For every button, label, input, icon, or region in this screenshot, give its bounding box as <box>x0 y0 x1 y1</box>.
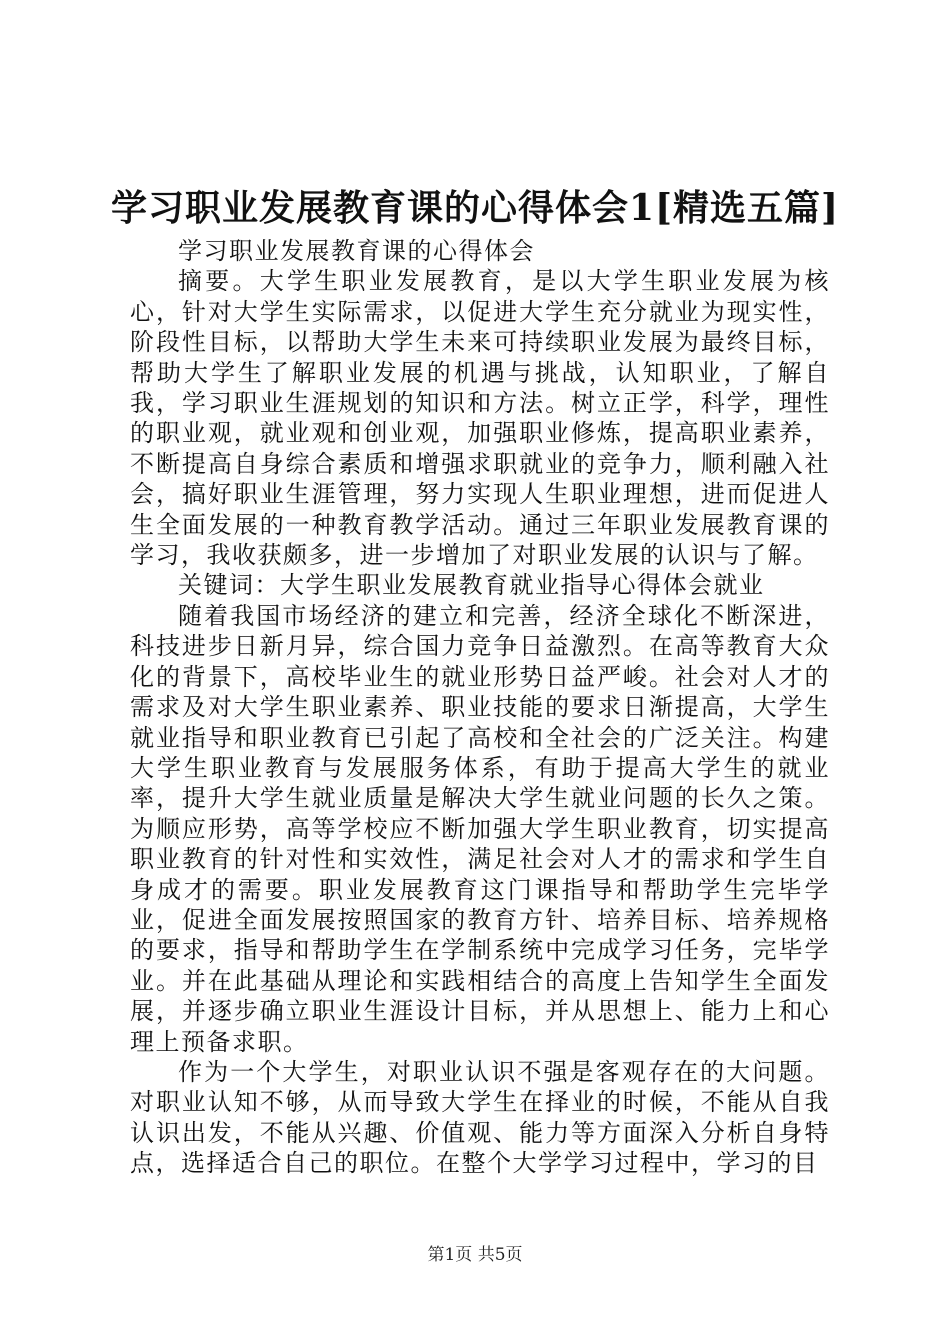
page-footer: 第1页 共5页 <box>427 1245 523 1265</box>
document-body <box>130 236 830 1179</box>
subtitle-paragraph: 学习职业发展教育课的心得体会 <box>178 237 535 265</box>
keywords-paragraph: 关键词：大学生职业发展教育就业指导心得体会就业 <box>178 571 765 600</box>
document-title: 学习职业发展教育课的心得体会1[精选五篇] <box>110 187 840 229</box>
body-paragraph: 作为一个大学生，对职业认识不强是客观存在的大问题。对职业认知不够，从而导致大学生在择业的时候，不能从自我认识出发，不能从兴趣、价值观、能力等方面深入分析自身特点，选择适合自己的职位。在整个大学学习过程中，学习的目 <box>130 1057 830 1178</box>
abstract-paragraph: 摘要。大学生职业发展教育，是以大学生职业发展为核心，针对大学生实际需求，以促进大学生充分就业为现实性，阶段性目标，以帮助大学生未来可持续职业发展为最终目标，帮助大学生了解职业发展的机遇与挑战，认知职业，了解自我，学习职业生涯规划的知识和方法。树立正学，科学，理性的职业观，就业观和创业观，加强职业修炼，提高职业素养，不断提高自身综合素质和增强求职就业的竞争力，顺利融入社会，搞好职业生涯管理，努力实现人生职业理想，进而促进人生全面发展的一种教育教学活动。通过三年职业发展教育课的学习，我收获颇多，进一步增加了对职业发展的认识与了解。 <box>130 267 830 570</box>
body-paragraph: 随着我国市场经济的建立和完善，经济全球化不断深进，科技进步日新月异，综合国力竞争日益激烈。在高等教育大众化的背景下，高校毕业生的就业形势日益严峻。社会对人才的需求及对大学生职业素养、职业技能的要求日渐提高，大学生就业指导和职业教育已引起了高校和全社会的广泛关注。构建大学生职业教育与发展服务体系，有助于提高大学生的就业率，提升大学生就业质量是解决大学生就业问题的长久之策。为顺应形势，高等学校应不断加强大学生职业教育，切实提高职业教育的针对性和实效性，满足社会对人才的需求和学生自身成才的需要。职业发展教育这门课指导和帮助学生完毕学业，促进全面发展按照国家的教育方针、培养目标、培养规格的要求，指导和帮助学生在学制系统中完成学习任务，完毕学业。并在此基础从理论和实践相结合的高度上告知学生全面发展，并逐步确立职业生涯设计目标，并从思想上、能力上和心理上预备求职。 <box>130 601 830 1056</box>
